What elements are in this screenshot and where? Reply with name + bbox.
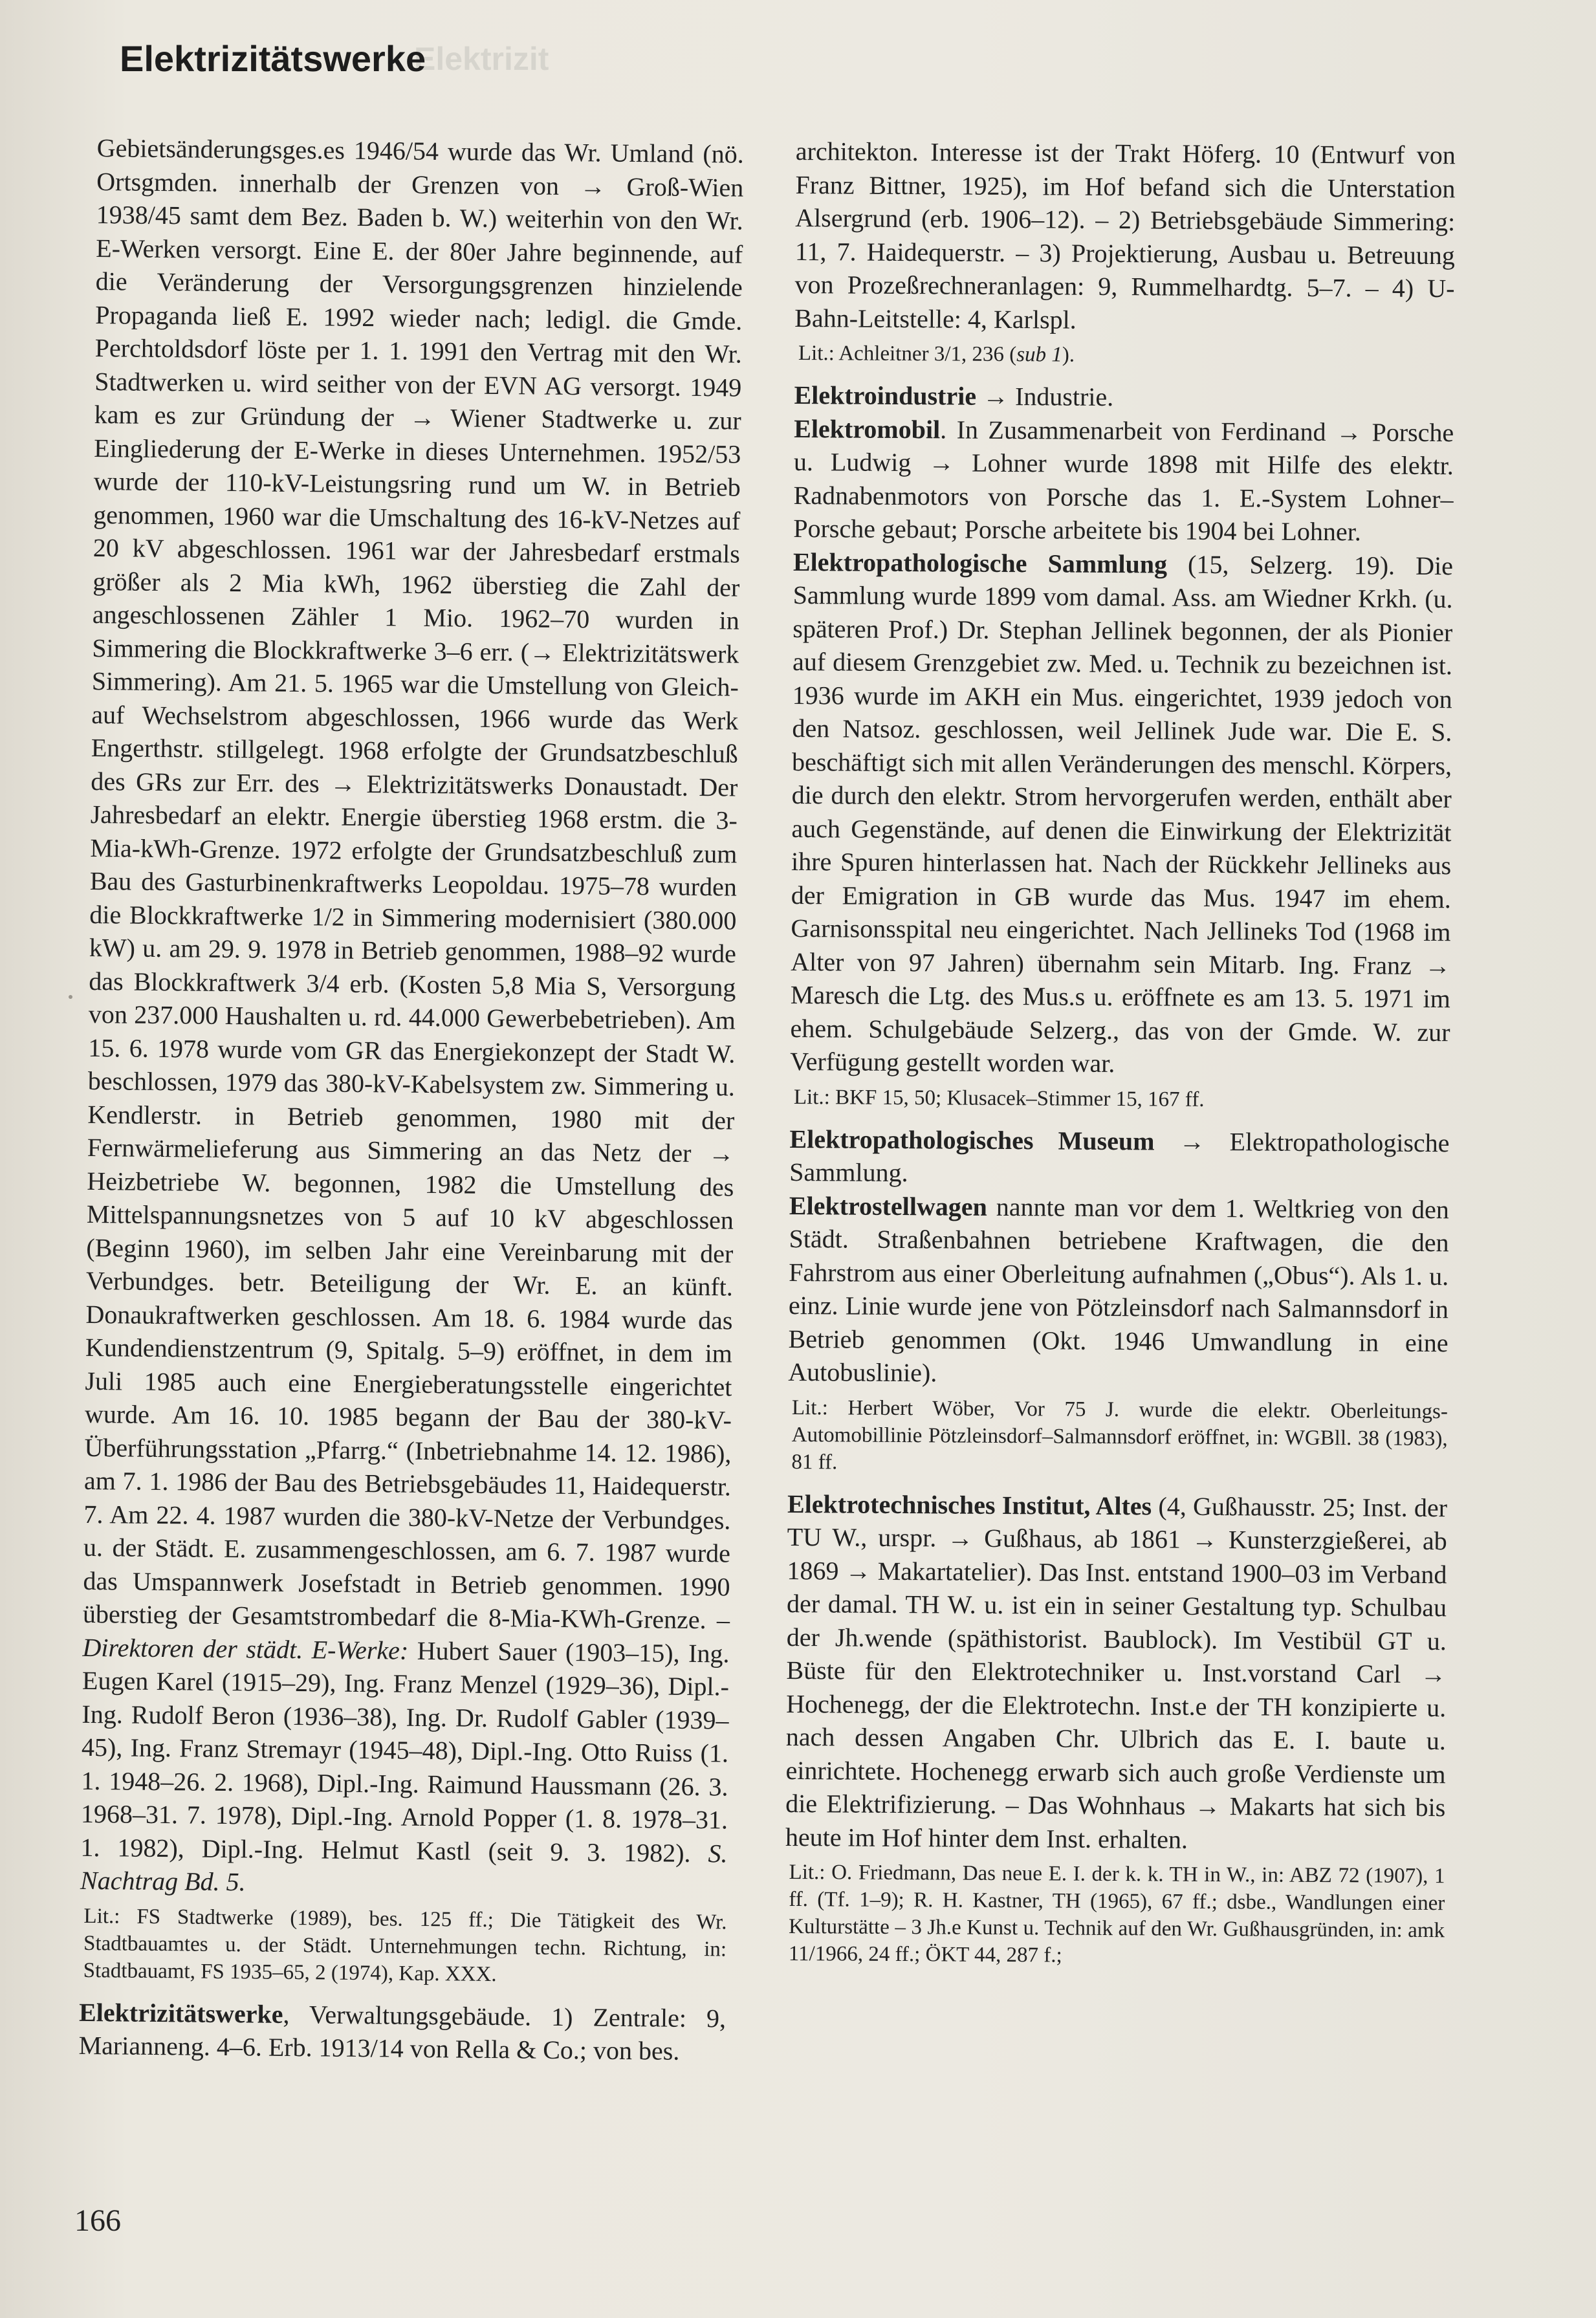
entry-headword: Elektromobil	[794, 413, 941, 444]
right-column	[785, 135, 1456, 1983]
literature-note: Lit.: BKF 15, 50; Klusacek–Stimmer 15, 167 ff.	[793, 1085, 1205, 1111]
entry-text: . In Zusammenarbeit von Ferdinand → Porsche u. Ludwig → Lohner wurde 1898 mit Hilfe des elektr. Radnabenmotors von Porsche das 1. E.-System Lohner–Porsche gebaut; Porsche arbeitete bis 1904 bei Lohner.	[793, 414, 1454, 547]
directors-label: Direktoren der städt. E-Werke:	[82, 1632, 409, 1665]
entry-headword: Elektrostellwagen	[789, 1190, 987, 1221]
nachtrag-reference: S. Nachtrag Bd. 5.	[80, 1838, 728, 1897]
entry-headword: Elektrizitätswerke	[78, 1997, 283, 2029]
entry-text: → Industrie.	[976, 381, 1114, 412]
entry-text: nannte man vor dem 1. Weltkrieg von den Städt. Straßenbahnen betriebene Kraftwagen, die den Fahrstrom aus einer Oberleitung aufnahmen („Obus“). Als 1. u. einz. Linie wurde jene von Pötzleinsdorf nach Salmannsdorf in Betrieb genommen (Okt. 1946 Umwandlung in eine Autobuslinie).	[788, 1192, 1450, 1388]
literature-note: Lit.: Herbert Wöber, Vor 75 J. wurde die elektr. Oberleitungs-Automobillinie Pötzleinsdorf–Salmannsdorf eröffnet, in: WGBll. 38 (1983), 81 ff.	[791, 1395, 1448, 1474]
entry-elektropathologisches-museum	[789, 1122, 1450, 1192]
entry-text: (4, Gußhausstr. 25; Inst. der TU W., urspr. → Gußhaus, ab 1861 → Kunsterzgießerei, ab 1869 → Makartatelier). Das Inst. entstand 1900–03 im Verband der damal. TH W. u. ist ein in seiner Gestaltung typ. Schulbau der Jh.wende (späthistorist. Baublock). Im Vestibül GT u. Büste für den Elektrotechniker u. Inst.vorstand Carl → Hochenegg, der die Elektrotechn. Inst.e der TH konzipierte u. nach dessen Angaben Chr. Ulbrich das E. I. baute u. einrichtete. Hochenegg erwarb sich auch große Verdienste um die Elektrifizierung. – Das Wohnhaus → Makarts hat sich bis heute im Hof hinter dem Inst. erhalten.	[785, 1491, 1448, 1854]
entry-elektrostellwagen	[788, 1188, 1449, 1392]
literature-note	[794, 340, 1454, 371]
entry-headword: Elektropathologische Sammlung	[793, 547, 1168, 579]
lit-text: ).	[1062, 343, 1075, 367]
entry-continuation-right: architekton. Interesse ist der Trakt Höferg. 10 (Entwurf von Franz Bittner, 1925), im Hof befand sich die Unterstation Alsergrund (erb. 1906–12). – 2) Betriebsgebäude Simmering: 11, 7. Haidequerstr. – 3) Projektierung, Ausbau u. Betreuung von Prozeßrechneranlagen: 9, Rummelhardtg. 5–7. – 4) U-Bahn-Leitstelle: 4, Karlspl.	[794, 136, 1456, 334]
lit-italic: sub 1	[1016, 343, 1062, 367]
lit-text: Lit.: Achleitner 3/1, 236 (	[798, 342, 1017, 367]
entry-elektropathologische-sammlung	[790, 545, 1453, 1082]
page-number: 166	[74, 2203, 121, 2238]
literature-note: Lit.: FS Stadtwerke (1989), bes. 125 ff.; Die Tätigkeit des Wr. Stadtbauamtes u. der Städt. Unternehmungen techn. Richtung, in: Stadtbauamt, FS 1935–65, 2 (1974), Kap. XXX.	[83, 1904, 727, 1986]
literature-note: Lit.: O. Friedmann, Das neue E. I. der k. k. TH in W., in: ABZ 72 (1907), 1 ff. (Tf. 1–9); R. H. Kastner, TH (1965), 67 ff.; dsbe., Wandlungen einer Kulturstätte – 3 Jh.e Kunst u. Technik auf den Wr. Gußhausgründen, in: amk 11/1966, 24 ff.; ÖKT 44, 287 f.;	[788, 1860, 1445, 1967]
entry-verwaltungsgebaeude	[78, 1995, 726, 2068]
entry-headword: Elektrotechnisches Institut, Altes	[787, 1489, 1152, 1520]
entry-elektroindustrie	[794, 378, 1454, 416]
bleed-through-text: Elektrizit	[414, 41, 549, 77]
entry-text: (15, Selzerg. 19). Die Sammlung wurde 1899 vom damal. Ass. am Wiedner Krkh. (u. späteren Prof.) Dr. Stephan Jellinek begonnen, der als Pionier auf diesem Grenzgebiet zw. Med. u. Technik zu bezeichnen ist. 1936 wurde im AKH ein Mus. eingerichtet, 1939 jedoch von den Natsoz. geschlossen, weil Jellinek Jude war. Die E. S. beschäftigt sich mit allen Veränderungen des menschl. Körpers, die durch den elektr. Strom hervorgerufen werden, enthält aber auch Gegenstände, auf denen die Einwirkung der Elektrizität ihre Spuren hinterlassen hat. Nach der Rückkehr Jellineks aus der Emigration in GB wurde das Mus. 1947 im ehem. Garnisonsspital neu eingerichtet. Nach Jellineks Tod (1968 im Alter von 97 Jahren) übernahm sein Mitarb. Ing. Franz → Maresch die Ltg. des Mus.s u. eröffnete es am 13. 5. 1971 im ehem. Schulgebäude Selzerg., das von der Gmde. W. zur Verfügung gestellt worden war.	[790, 549, 1454, 1078]
entry-elektrotechnisches-institut	[785, 1487, 1447, 1857]
left-column	[78, 131, 744, 2068]
body-text: Gebietsänderungsges.es 1946/54 wurde das Wr. Umland (nö. Ortsgmden. innerhalb der Grenzen von → Groß-Wien 1938/45 samt dem Bez. Baden b. W.) weiterhin von den Wr. E-Werken versorgt. Eine E. der 80er Jahre beginnende, auf die Veränderung der Versorgungsgrenzen hinzielende Propaganda ließ E. 1992 wieder nach; ledigl. die Gmde. Perchtoldsdorf löste per 1. 1. 1991 den Vertrag mit den Wr. Stadtwerken u. wird seither von der EVN AG versorgt. 1949 kam es zur Gründung der → Wiener Stadtwerke u. zur Eingliederung der E-Werke in dieses Unternehmen. 1952/53 wurde der 110-kV-Leistungsring rund um W. in Betrieb genommen, 1960 war die Umschaltung des 16-kV-Netzes auf 20 kV abgeschlossen. 1961 war der Jahresbedarf erstmals größer als 2 Mia kWh, 1962 überstieg die Zahl der angeschlossenen Zähler 1 Mio. 1962–70 wurden in Simmering die Blockkraftwerke 3–6 err. (→ Elektrizitätswerk Simmering). Am 21. 5. 1965 war die Umstellung von Gleich- auf Wechselstrom abgeschlossen, 1966 wurde das Werk Engerthstr. stillgelegt. 1968 erfolgte der Grundsatzbeschluß des GRs zur Err. des → Elektrizitätswerks Donaustadt. Der Jahresbedarf an elektr. Energie überstieg 1968 erstm. die 3-Mia-kWh-Grenze. 1972 erfolgte der Grundsatzbeschluß zum Bau des Gasturbinenkraftwerks Leopoldau. 1975–78 wurden die Blockkraftwerke 1/2 in Simmering modernisiert (380.000 kW) u. am 29. 9. 1978 in Betrieb genommen, 1988–92 wurde das Blockkraftwerk 3/4 erb. (Kosten 5,8 Mia S, Versorgung von 237.000 Haushalten u. rd. 44.000 Gewerbebetrieben). Am 15. 6. 1978 wurde vom GR das Energiekonzept der Stadt W. beschlossen, 1979 das 380-kV-Kabelsystem zw. Simmering u. Kendlerstr. in Betrieb genommen, 1980 mit der Fernwärmelieferung aus Simmering an das Netz der → Heizbetriebe W. begonnen, 1982 die Umstellung des Mittelspannungsnetzes von 5 auf 10 kV abgeschlossen (Beginn 1960), im selben Jahr eine Vereinbarung mit der Verbundges. betr. Beteiligung der Wr. E. an künft. Donaukraftwerken geschlossen. Am 18. 6. 1984 wurde das Kundendienstzentrum (9, Spitalg. 5–9) eröffnet, in dem im Juli 1985 auch eine Energieberatungsstelle eingerichtet wurde. Am 16. 10. 1985 begann der Bau der 380-kV-Überführungsstation „Pfarrg.“ (Inbetriebnahme 14. 12. 1986), am 7. 1. 1986 der Bau des Betriebsgebäudes 11, Haidequerstr. 7. Am 22. 4. 1987 wurden die 380-kV-Netze der Verbundges. u. der Städt. E. zusammengeschlossen, am 6. 7. 1987 wurde das Umspannwerk Josefstadt in Betrieb genommen. 1990 überstieg der Gesamtstrombedarf die 8-Mia-KWh-Grenze. –	[82, 133, 744, 1635]
entry-text: , Verwaltungsgebäude. 1) Zentrale: 9, Marianneng. 4–6. Erb. 1913/14 von Rella & Co.; von bes.	[78, 1999, 727, 2066]
entry-text: → Elektropathologische Sammlung.	[789, 1126, 1450, 1188]
entry-continuation	[80, 131, 744, 1903]
directors-list: Hubert Sauer (1903–15), Ing. Eugen Karel (1915–29), Ing. Franz Menzel (1929–36), Dipl.-Ing. Rudolf Beron (1936–38), Ing. Dr. Rudolf Gabler (1939–45), Ing. Franz Stremayr (1945–48), Dipl.-Ing. Otto Ruiss (1. 1. 1948–26. 2. 1968), Dipl.-Ing. Raimund Haussmann (26. 3. 1968–31. 7. 1978), Dipl.-Ing. Arnold Popper (1. 8. 1978–31. 1. 1982), Dipl.-Ing. Helmut Kastl (seit 9. 3. 1982).	[80, 1635, 730, 1868]
entry-elektromobil	[793, 411, 1454, 549]
entry-headword: Elektropathologisches Museum	[789, 1124, 1155, 1155]
paper-speck	[69, 995, 72, 999]
running-header: Elektrizitätswerke	[120, 38, 426, 79]
entry-headword: Elektroindustrie	[794, 380, 977, 411]
